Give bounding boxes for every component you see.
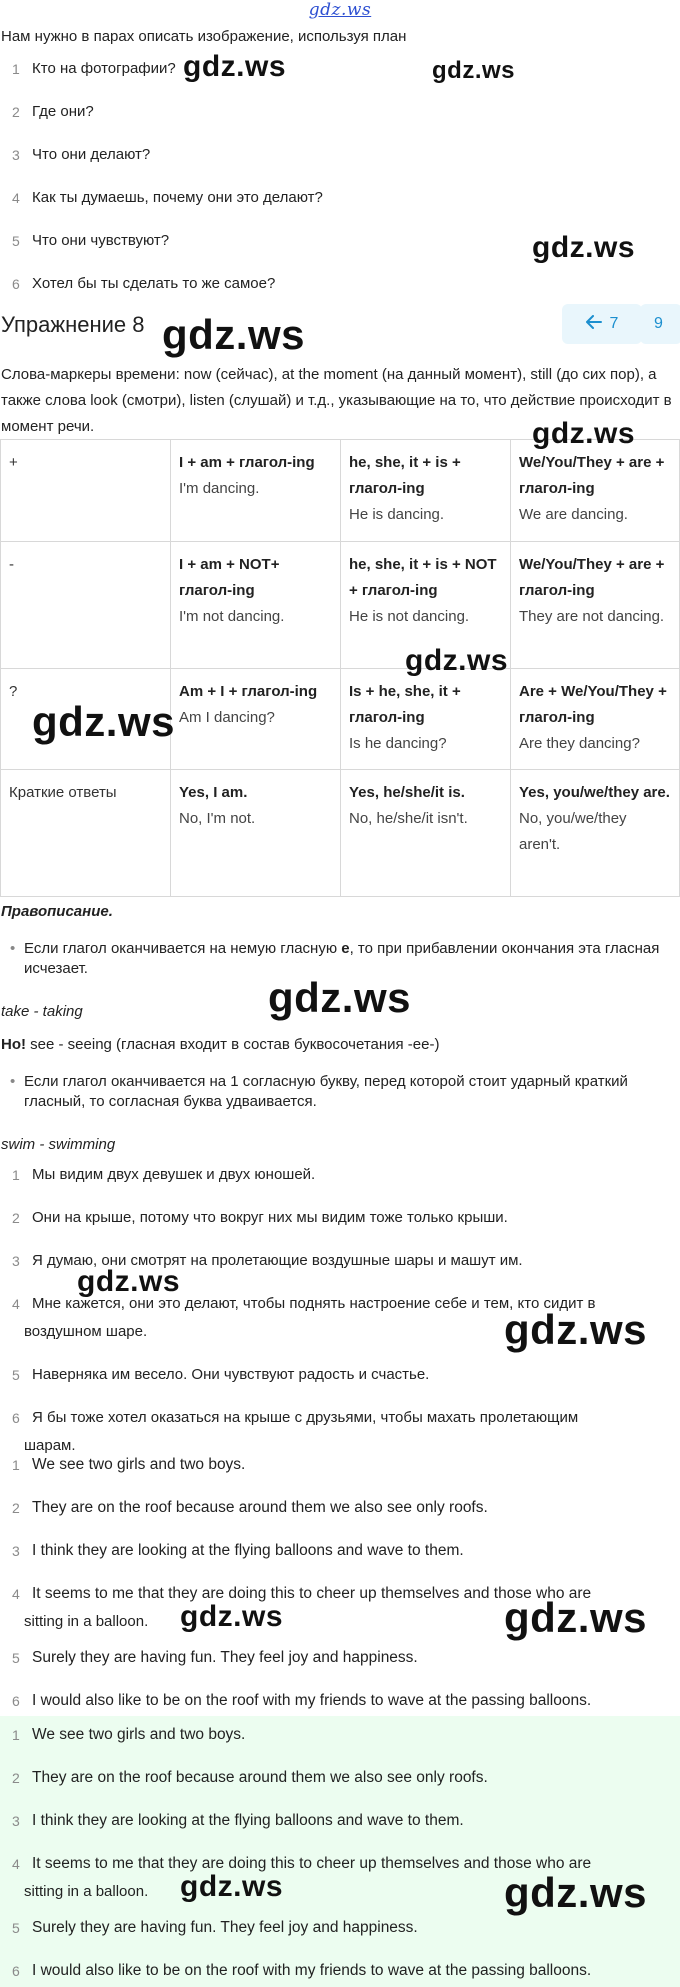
item-number: 5 (12, 1650, 20, 1666)
table-cell (341, 770, 511, 897)
item-text: They are on the roof because around them we also see only roofs. (32, 1769, 488, 1786)
watermark: gdz.ws (268, 974, 412, 1021)
table-cell (171, 669, 341, 770)
cell-formula: I + am + NOT+ глагол-ing (179, 556, 280, 599)
watermark: gdz.ws (180, 1600, 284, 1633)
item-text: Хотел бы ты сделать то же самое? (32, 275, 276, 292)
cell-formula: I + am + глагол-ing (179, 454, 315, 471)
item-number: 4 (12, 190, 20, 206)
cell-formula: Yes, I am. (179, 784, 248, 801)
item-text: It seems to me that they are doing this to cheer up themselves and those who are (32, 1585, 592, 1602)
table-row (1, 542, 680, 669)
table-cell (171, 770, 341, 897)
cell-example: They are not dancing. (519, 608, 665, 625)
spelling-example-2: swim - swimming (1, 1136, 116, 1153)
item-number: 4 (12, 1586, 20, 1602)
next-exercise-label: 9 (654, 315, 663, 332)
arrow-left-icon (586, 315, 602, 334)
item-number: 1 (12, 1727, 20, 1743)
row-label: + (1, 440, 171, 542)
rule-text: , то при прибавлении окончания эта гласная исчезает. (24, 940, 660, 977)
item-text-continued: шарам. (24, 1437, 76, 1454)
cell-example: I'm dancing. (179, 480, 260, 497)
item-number: 3 (12, 1543, 20, 1559)
cell-formula: Am + I + глагол-ing (179, 683, 318, 700)
cell-formula: We/You/They + are + глагол-ing (519, 556, 665, 599)
item-text-continued: sitting in a balloon. (24, 1613, 149, 1630)
table-cell (171, 542, 341, 669)
cell-example: Is he dancing? (349, 735, 447, 752)
item-number: 6 (12, 1693, 20, 1709)
exception-text: see - seeing (гласная входит в состав буквосочетания -ee-) (26, 1036, 440, 1053)
watermark: gdz.ws (504, 1869, 648, 1916)
item-number: 3 (12, 147, 20, 163)
cell-example: No, you/we/they aren't. (519, 810, 627, 853)
cell-formula: Is + he, she, it + глагол-ing (349, 683, 461, 726)
item-text: We see two girls and two boys. (32, 1456, 246, 1473)
item-text: Что они делают? (32, 146, 151, 163)
bullet-icon: • (10, 1073, 16, 1090)
cell-example: I'm not dancing. (179, 608, 285, 625)
watermark: gdz.ws (532, 231, 636, 264)
item-text: Surely they are having fun. They feel joy and happiness. (32, 1919, 418, 1936)
table-cell (511, 770, 680, 897)
cell-example: Am I dancing? (179, 709, 275, 726)
cell-formula: he, she, it + is + глагол-ing (349, 454, 461, 497)
item-text: I think they are looking at the flying balloons and wave to them. (32, 1542, 464, 1559)
item-text: Где они? (32, 103, 94, 120)
time-markers-text: Слова-маркеры времени: now (сейчас), at the moment (на данный момент), still (до сих пор), а также слова look (смотри), listen (слушай) и т.д., указывающие на то, что действие происходит в момент речи. (1, 366, 672, 435)
item-number: 1 (12, 61, 20, 77)
item-number: 5 (12, 1920, 20, 1936)
table-row (1, 770, 680, 897)
cell-example: No, I'm not. (179, 810, 256, 827)
item-text: Мы видим двух девушек и двух юношей. (32, 1166, 316, 1183)
item-text: Я бы тоже хотел оказаться на крыше с друзьями, чтобы махать пролетающим (32, 1409, 579, 1426)
item-text: Как ты думаешь, почему они это делают? (32, 189, 323, 206)
item-number: 2 (12, 1770, 20, 1786)
row-label: Краткие ответы (1, 770, 171, 897)
item-number: 2 (12, 1210, 20, 1226)
table-cell (341, 669, 511, 770)
exercise-title: Упражнение 8 (1, 312, 145, 337)
exception-label: Но! (1, 1036, 26, 1053)
item-text: Кто на фотографии? (32, 60, 176, 77)
item-number: 1 (12, 1167, 20, 1183)
watermark: gdz.ws (504, 1594, 648, 1641)
item-text: It seems to me that they are doing this to cheer up themselves and those who are (32, 1855, 592, 1872)
cell-formula: he, she, it + is + NOT + глагол-ing (349, 556, 497, 599)
bullet-icon: • (10, 940, 16, 957)
item-number: 6 (12, 1410, 20, 1426)
grammar-table (0, 439, 680, 897)
item-text: Я думаю, они смотрят на пролетающие воздушные шары и машут им. (32, 1252, 523, 1269)
row-label: ? (1, 669, 171, 770)
table-cell (511, 440, 680, 542)
cell-example: We are dancing. (519, 506, 628, 523)
item-text: I would also like to be on the roof with my friends to wave at the passing balloons. (32, 1692, 592, 1709)
item-text-continued: воздушном шаре. (24, 1323, 148, 1340)
table-cell (511, 669, 680, 770)
spelling-title: Правописание. (1, 903, 113, 920)
item-number: 4 (12, 1856, 20, 1872)
site-logo[interactable]: gdz.ws (308, 0, 372, 20)
exception-line (1, 1036, 439, 1053)
table-cell (171, 440, 341, 542)
intro-text: Нам нужно в парах описать изображение, используя план (1, 28, 407, 45)
item-text: They are on the roof because around them we also see only roofs. (32, 1499, 488, 1516)
item-text: Surely they are having fun. They feel joy and happiness. (32, 1649, 418, 1666)
item-number: 2 (12, 1500, 20, 1516)
cell-formula: We/You/They + are + глагол-ing (519, 454, 665, 497)
watermark: gdz.ws (180, 1870, 284, 1903)
rule-text: Если глагол оканчивается на немую гласную (24, 940, 342, 957)
item-number: 2 (12, 104, 20, 120)
watermark: gdz.ws (405, 644, 509, 677)
item-number: 6 (12, 276, 20, 292)
row-label: - (1, 542, 171, 669)
item-text: I think they are looking at the flying balloons and wave to them. (32, 1812, 464, 1829)
item-number: 3 (12, 1813, 20, 1829)
item-text: Что они чувствуют? (32, 232, 170, 249)
watermark: gdz.ws (77, 1265, 181, 1298)
item-text-continued: sitting in a balloon. (24, 1883, 149, 1900)
item-number: 4 (12, 1296, 20, 1312)
watermark: gdz.ws (162, 311, 306, 358)
item-text: I would also like to be on the roof with my friends to wave at the passing balloons. (32, 1962, 592, 1979)
item-number: 3 (12, 1253, 20, 1269)
spelling-example-1: take - taking (1, 1003, 83, 1020)
watermark: gdz.ws (183, 50, 287, 83)
table-cell (511, 542, 680, 669)
watermark: gdz.ws (532, 417, 636, 450)
cell-formula: Are + We/You/They + глагол-ing (519, 683, 667, 726)
cell-example: Are they dancing? (519, 735, 640, 752)
item-number: 6 (12, 1963, 20, 1979)
cell-example: No, he/she/it isn't. (349, 810, 468, 827)
item-text: We see two girls and two boys. (32, 1726, 246, 1743)
item-text: Мне кажется, они это делают, чтобы поднять настроение себе и тем, кто сидит в (32, 1295, 596, 1312)
watermark: gdz.ws (432, 57, 516, 84)
item-number: 5 (12, 233, 20, 249)
rule-letter: e (341, 940, 350, 957)
watermark: gdz.ws (504, 1306, 648, 1353)
watermark: gdz.ws (32, 698, 176, 745)
cell-formula: Yes, he/she/it is. (349, 784, 465, 801)
cell-example: He is not dancing. (349, 608, 470, 625)
prev-exercise-button[interactable] (562, 304, 642, 344)
next-exercise-button[interactable] (640, 304, 680, 344)
table-cell (341, 440, 511, 542)
cell-example: He is dancing. (349, 506, 445, 523)
cell-formula: Yes, you/we/they are. (519, 784, 670, 801)
item-number: 5 (12, 1367, 20, 1383)
prev-exercise-label: 7 (609, 315, 619, 332)
item-text: Наверняка им весело. Они чувствуют радость и счастье. (32, 1366, 430, 1383)
table-row (1, 440, 680, 542)
item-number: 1 (12, 1457, 20, 1473)
rule-text: Если глагол оканчивается на 1 согласную букву, перед которой стоит ударный краткий гласный, то согласная буква удваивается. (24, 1073, 628, 1110)
item-text: Они на крыше, потому что вокруг них мы видим тоже только крыши. (32, 1209, 508, 1226)
